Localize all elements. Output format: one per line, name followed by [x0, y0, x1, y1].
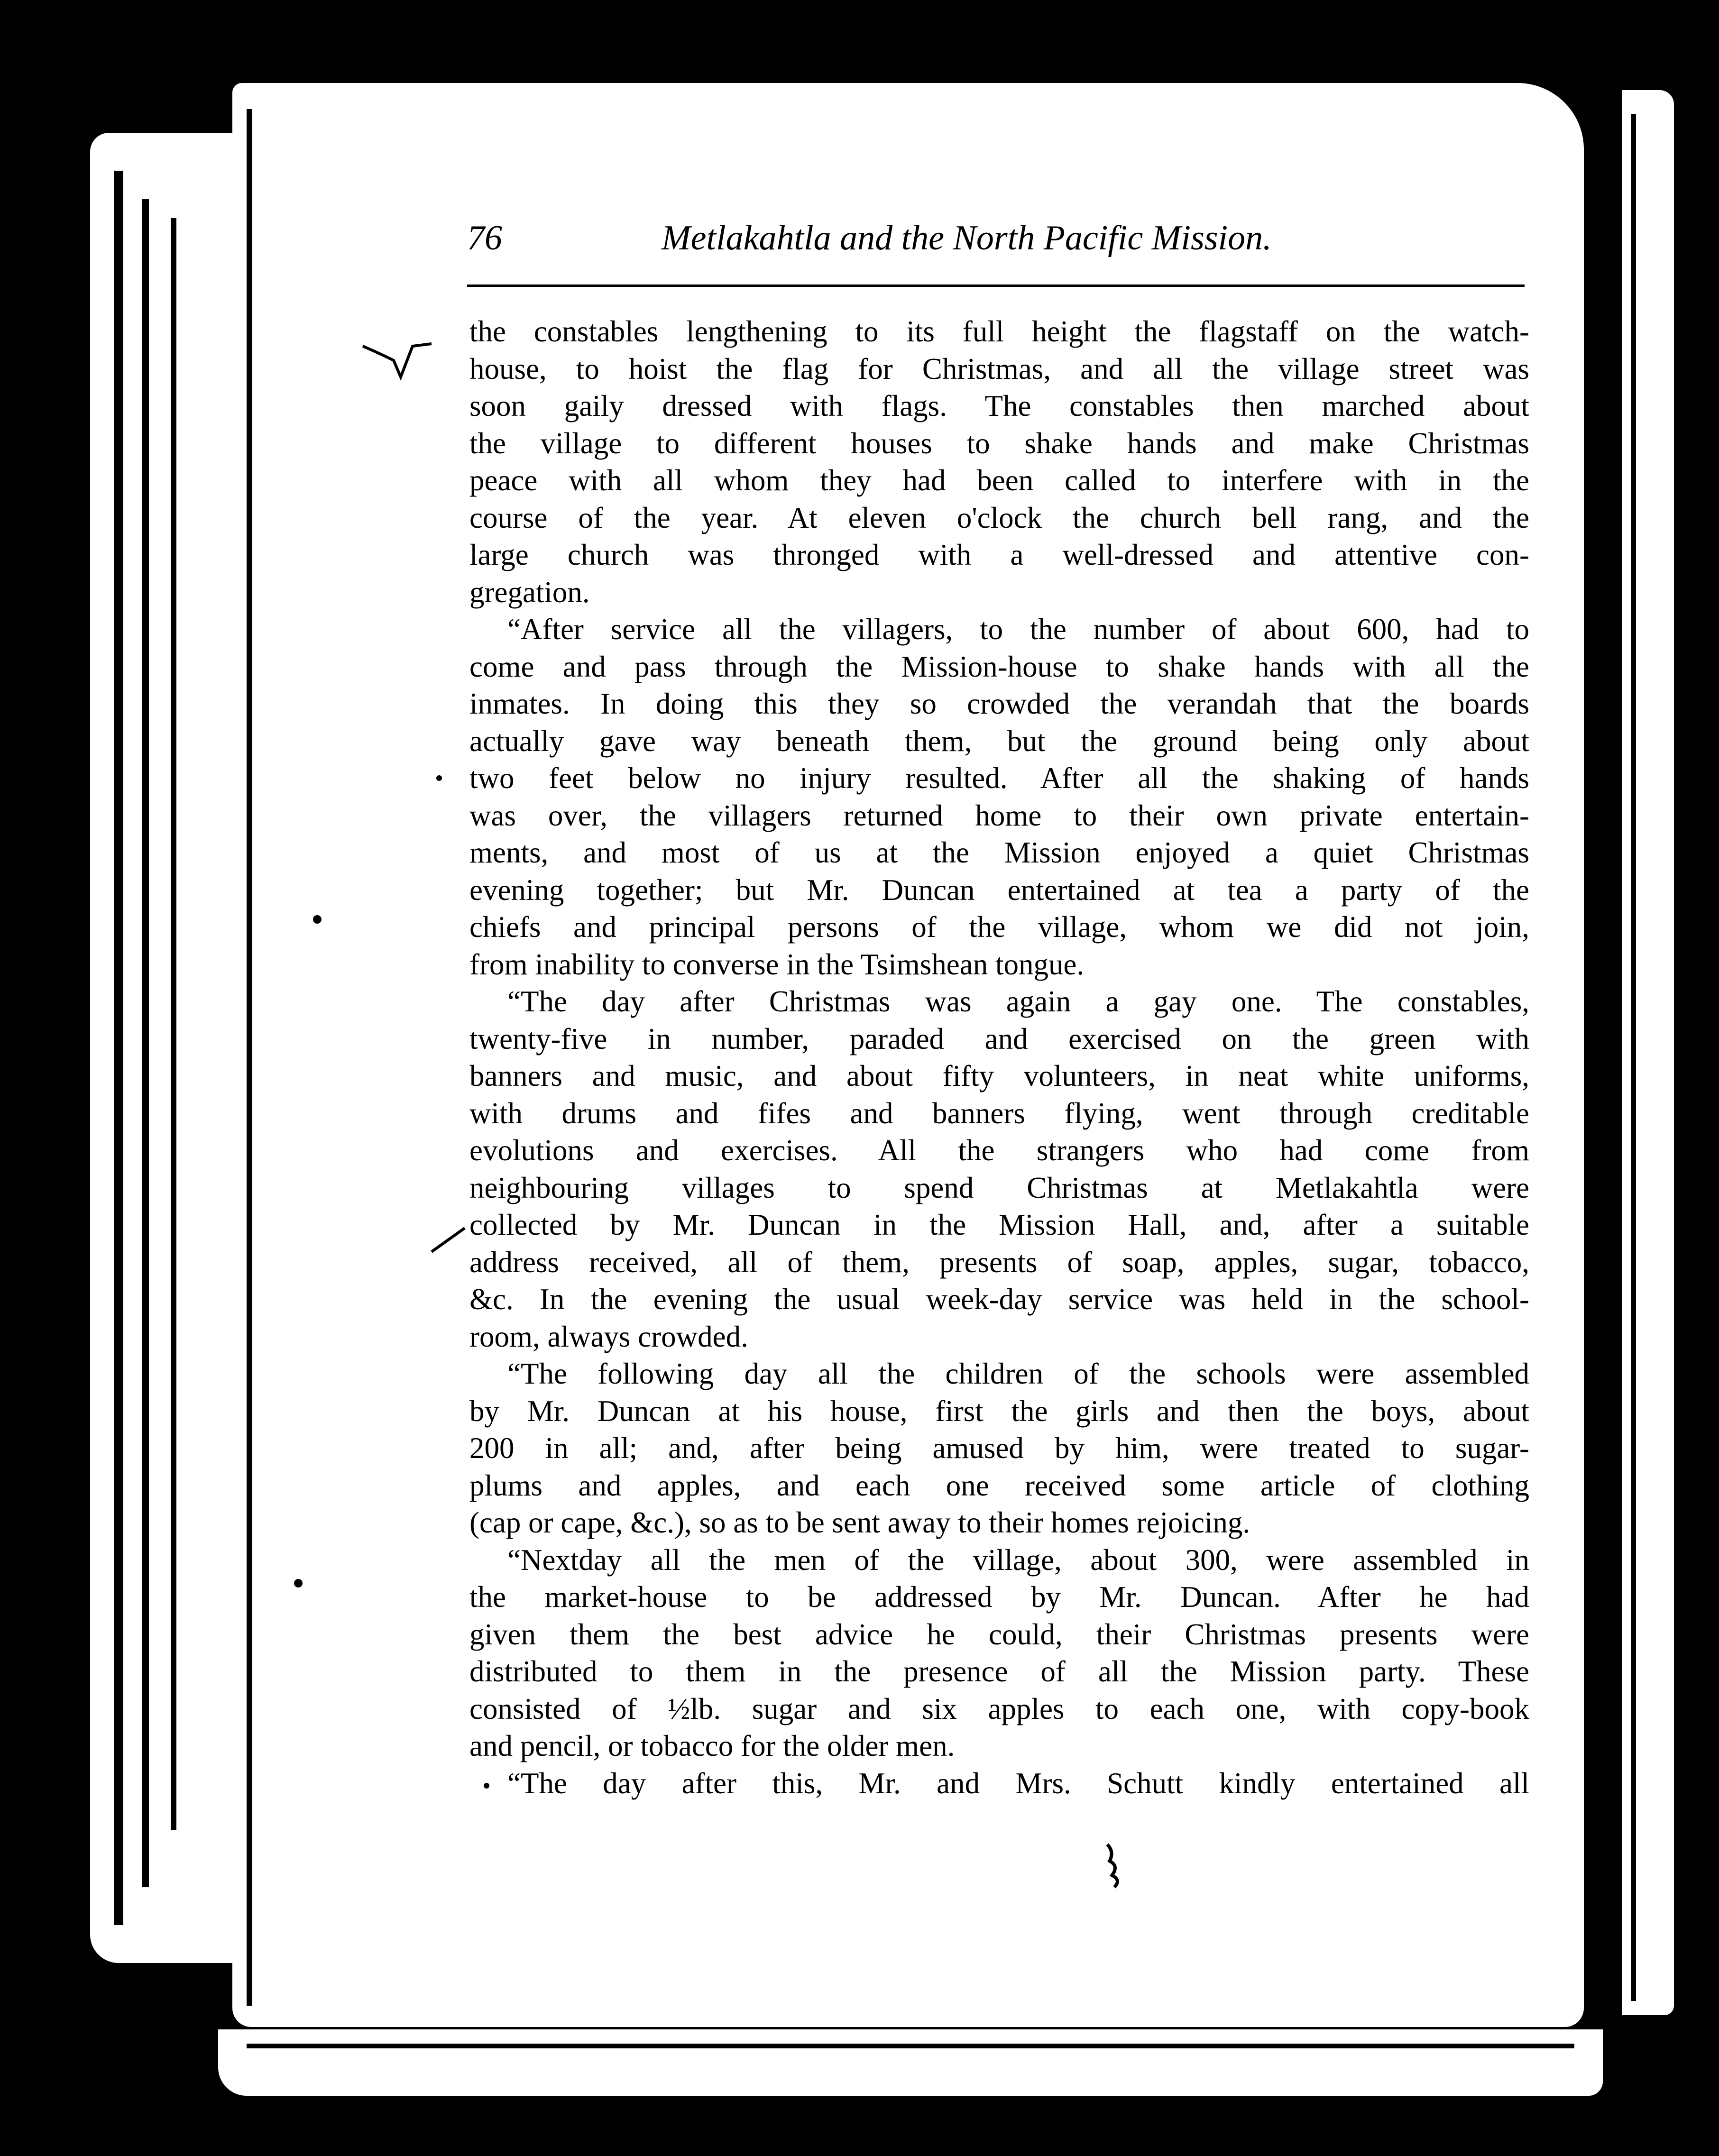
text-line: large church was thronged with a well-dressed and attentive con- [469, 538, 1529, 571]
speck [436, 775, 442, 781]
text-line: given them the best advice he could, their Christmas presents were [469, 1617, 1529, 1651]
text-line: evolutions and exercises. All the strangers who had come from [469, 1134, 1529, 1167]
text-line: inmates. In doing this they so crowded the verandah that the boards [469, 687, 1529, 720]
text-line: gregation. [469, 575, 590, 609]
left-page-stack [90, 133, 232, 1963]
text-line: house, to hoist the flag for Christmas, and all the village street was [469, 352, 1529, 385]
bottom-page-edge [218, 2029, 1603, 2096]
margin-tick-mark-icon [429, 1226, 467, 1254]
left-page-edge-line [171, 218, 176, 1830]
text-line: &c. In the evening the usual week-day service was held in the school- [469, 1283, 1529, 1316]
text-line: the constables lengthening to its full height the flagstaff on the watch- [469, 315, 1529, 348]
speck [294, 1579, 303, 1587]
text-line: and pencil, or tobacco for the older men. [469, 1729, 955, 1762]
text-line: 200 in all; and, after being amused by him, were treated to sugar- [469, 1431, 1529, 1465]
text-line: ments, and most of us at the Mission enjoyed a quiet Christmas [469, 836, 1529, 869]
text-line: room, always crowded. [469, 1320, 748, 1353]
text-line: plums and apples, and each one received some article of clothing [469, 1468, 1529, 1502]
speck [484, 1783, 489, 1789]
text-line: with drums and fifes and banners flying, went through creditable [469, 1096, 1529, 1130]
text-line: banners and music, and about fifty volunteers, in neat white uniforms, [469, 1059, 1529, 1092]
speck [313, 915, 322, 924]
text-line: course of the year. At eleven o'clock the church bell rang, and the [469, 501, 1529, 534]
page-gutter-shadow [247, 109, 252, 2006]
bottom-page-edge-line [247, 2044, 1574, 2048]
body-text [469, 313, 1529, 1802]
text-line: twenty-five in number, paraded and exercised on the green with [469, 1022, 1529, 1055]
left-page-edge-line [142, 199, 149, 1887]
text-line: “The day after this, Mr. and Mrs. Schutt kindly entertained all [507, 1766, 1529, 1800]
text-line: “Nextday all the men of the village, about 300, were assembled in [507, 1543, 1529, 1577]
text-line: soon gaily dressed with flags. The constables then marched about [469, 389, 1529, 422]
running-title: Metlakahtla and the North Pacific Mission. [662, 219, 1272, 257]
footer-smudge-icon [1100, 1840, 1129, 1892]
text-line: two feet below no injury resulted. After all the shaking of hands [469, 761, 1529, 795]
speck [1636, 1565, 1645, 1573]
text-line: was over, the villagers returned home to their own private entertain- [469, 798, 1529, 832]
right-page-stack [1622, 90, 1674, 2015]
text-line: from inability to converse in the Tsimshean tongue. [469, 947, 1085, 981]
text-line: address received, all of them, presents of soap, apples, sugar, tobacco, [469, 1245, 1529, 1279]
text-line: by Mr. Duncan at his house, first the girls and then the boys, about [469, 1394, 1529, 1428]
right-page-edge-line [1631, 114, 1636, 2001]
text-line: “The day after Christmas was again a gay one. The constables, [507, 985, 1529, 1018]
text-line: chiefs and principal persons of the village, whom we did not join, [469, 910, 1529, 944]
text-line: come and pass through the Mission-house to shake hands with all the [469, 650, 1529, 683]
text-line: evening together; but Mr. Duncan entertained at tea a party of the [469, 873, 1529, 907]
text-line: neighbouring villages to spend Christmas at Metlakahtla were [469, 1171, 1529, 1204]
text-line: the market-house to be addressed by Mr. Duncan. After he had [469, 1580, 1529, 1614]
text-line: consisted of ½lb. sugar and six apples to each one, with copy-book [469, 1692, 1529, 1725]
page-number: 76 [467, 219, 502, 257]
text-line: actually gave way beneath them, but the ground being only about [469, 724, 1529, 758]
text-line: peace with all whom they had been called to interfere with in the [469, 464, 1529, 497]
text-line: collected by Mr. Duncan in the Mission Hall, and, after a suitable [469, 1208, 1529, 1241]
text-line: “The following day all the children of the schools were assembled [507, 1357, 1529, 1390]
text-line: the village to different houses to shake hands and make Christmas [469, 426, 1529, 460]
margin-check-mark-icon [360, 332, 436, 384]
left-page-edge-line [114, 171, 123, 1925]
text-line: (cap or cape, &c.), so as to be sent away to their homes rejoicing. [469, 1506, 1250, 1539]
text-line: “After service all the villagers, to the number of about 600, had to [507, 613, 1529, 646]
header-rule [467, 284, 1525, 287]
text-line: distributed to them in the presence of all the Mission party. These [469, 1655, 1529, 1688]
page-header [467, 218, 1525, 275]
